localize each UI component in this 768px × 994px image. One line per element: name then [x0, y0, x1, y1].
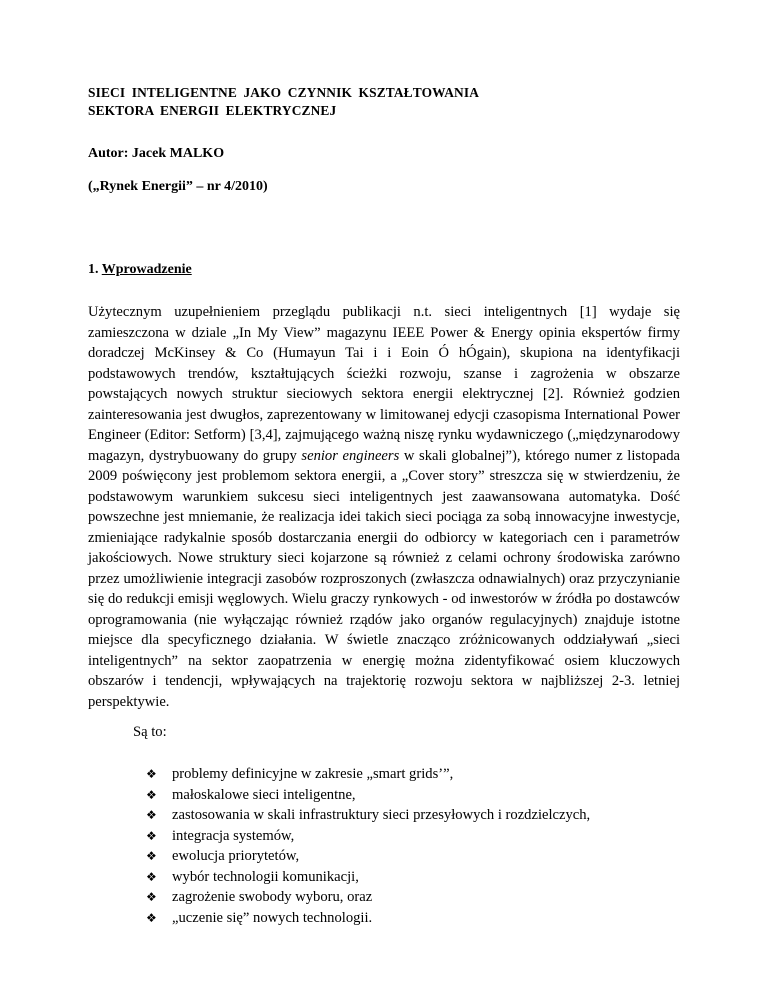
list-item-text: „uczenie się” nowych technologii.: [172, 909, 373, 926]
list-item: [146, 805, 590, 826]
section-heading: [88, 261, 192, 279]
list-item-text: wybór technologii komunikacji,: [172, 868, 359, 885]
list-item: [146, 867, 590, 888]
paragraph-part-1: Użytecznym uzupełnieniem przeglądu publikacji n.t. sieci inteligentnych [1] wydaje się zamieszczona w dziale „In My View” magazynu IEEE Power & Energy opinia ekspertów firmy doradczej McKinsey & Co (Humayun Tai i i Eoin Ó hÓgain), skupiona na identyfikacji podstawowych trendów, kształtujących ścieżki rozwoju, szanse i zagrożenia w obszarze powstających nowych struktur sieciowych sektora energii elektrycznej [2]. Również godzien zainteresowania jest dwugłos, zaprezentowany w limitowanej edycji czasopisma International Power Engineer (Editor: Setform) [3,4], zajmującego ważną niszę rynku wydawniczego („międzynarodowy magazyn, dystrybuowany do grupy: [88, 304, 680, 464]
list-item-text: zastosowania w skali infrastruktury sieci przesyłowych i rozdzielczych,: [172, 807, 591, 823]
source-line: („Rynek Energii” – nr 4/2010): [88, 179, 268, 194]
document-title: [88, 84, 479, 120]
list-item-text: zagrożenie swobody wyboru, oraz: [172, 889, 373, 905]
diamond-bullet-icon: ❖: [146, 869, 157, 884]
title-line-1: SIECI INTELIGENTNE JAKO CZYNNIK KSZTAŁTOWANIA: [88, 85, 480, 100]
section-number: 1.: [88, 262, 102, 277]
diamond-bullet-icon: ❖: [146, 849, 157, 863]
diamond-bullet-icon: ❖: [146, 828, 157, 843]
bullet-list: [146, 764, 590, 928]
diamond-bullet-icon: ❖: [146, 910, 157, 925]
diamond-bullet-icon: ❖: [146, 787, 157, 802]
list-item: [146, 887, 590, 908]
author-line: Autor: Jacek MALKO: [88, 146, 225, 161]
list-item: [146, 846, 590, 867]
diamond-bullet-icon: ❖: [146, 890, 157, 904]
list-item: [146, 764, 590, 785]
list-item: [146, 785, 590, 806]
paragraph-emphasis: senior engineers: [301, 447, 400, 464]
list-item-text: problemy definicyjne w zakresie „smart grids’”,: [172, 766, 454, 782]
list-intro: Są to:: [133, 724, 167, 740]
list-item-text: małoskalowe sieci inteligentne,: [172, 786, 356, 803]
list-item-text: ewolucja priorytetów,: [172, 848, 300, 864]
diamond-bullet-icon: ❖: [146, 808, 157, 822]
title-line-2: SEKTORA ENERGII ELEKTRYCZNEJ: [88, 103, 337, 118]
intro-paragraph: [88, 302, 680, 712]
list-item-text: integracja systemów,: [172, 827, 295, 844]
list-item: [146, 826, 590, 847]
paragraph-part-2: w skali globalnej”), którego numer z listopada 2009 poświęcony jest problemom sektora energii, a „Cover story” streszcza się w stwierdzeniu, że podstawowym warunkiem sukcesu sieci inteligentnych jest zaawansowana automatyka. Dość powszechne jest mniemanie, że realizacja idei takich sieci pociąga za sobą innowacyjne inwestycje, zmieniające radykalnie sposób dostarczania energii do odbiorcy w kategoriach cen i parametrów jakościowych. Nowe struktury sieci kojarzone są również z celami ochrony środowiska zarówno przez umożliwienie integracji zasobów rozproszonych (zwłaszcza odnawialnych) oraz przyczynianie się do redukcji emisji węglowych. Wielu graczy rynkowych - od inwestorów w źródła po dostawców oprogramowania (nie wyłączając również rządów jako organów regulacyjnych) znajduje istotne miejsce dla specyficznego działania. W świetle znacząco zróżnicowanych oddziaływań „sieci inteligentnych” na sektor zaopatrzenia w energię można zidentyfikować osiem kluczowych obszarów i tendencji, wpływających na trajektorię rozwoju sektora w najbliższej 2-3. letniej perspektywie.: [88, 447, 680, 710]
section-title: Wprowadzenie: [101, 262, 192, 277]
diamond-bullet-icon: ❖: [146, 767, 157, 781]
list-item: [146, 908, 590, 929]
